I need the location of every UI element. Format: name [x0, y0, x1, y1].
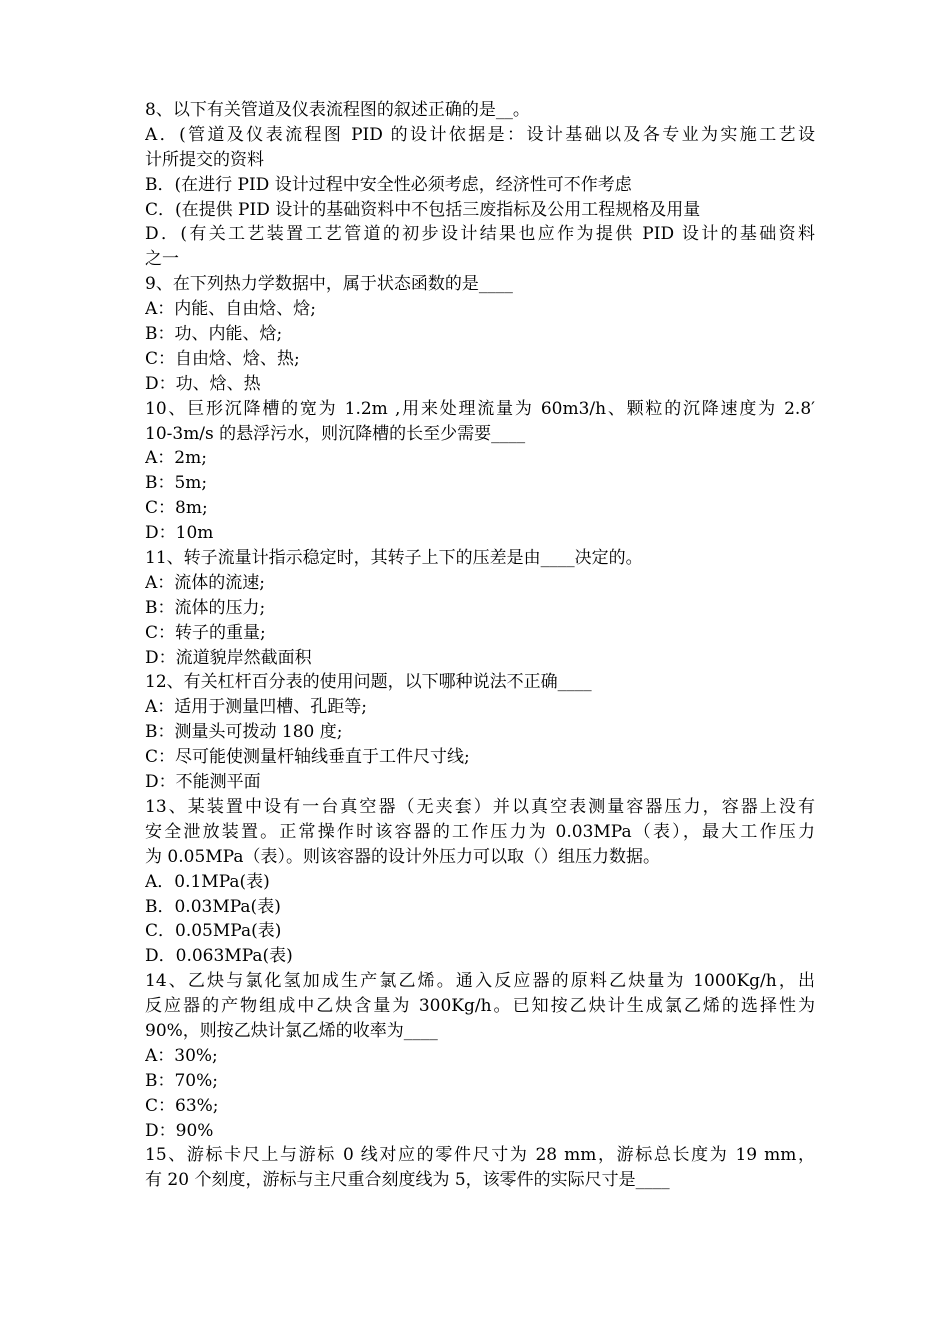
question-12-option-c: C：尽可能使测量杆轴线垂直于工件尺寸线; [145, 747, 470, 768]
question-11-option-c: C：转子的重量; [145, 622, 266, 643]
question-13-option-b: B．0.03MPa(表) [145, 896, 281, 917]
question-14-option-d: D：90% [145, 1120, 214, 1141]
document-body [145, 98, 815, 1193]
question-10-option-d: D：10m [145, 523, 214, 544]
question-15-stem: 15、游标卡尺上与游标 0 线对应的零件尺寸为 28 mm，游标总长度为 19 mm， [145, 1145, 815, 1166]
question-13-option-c: C．0.05MPa(表) [145, 921, 282, 942]
question-8-option-b: B．(在进行 PID 设计过程中安全性必须考虑，经济性可不作考虑 [145, 174, 632, 195]
question-8-option-c: C．(在提供 PID 设计的基础资料中不包括三废指标及公用工程规格及用量 [145, 199, 701, 220]
question-8-option-d-cont: 之一 [145, 249, 179, 270]
question-14-option-b: B：70%; [145, 1070, 219, 1091]
question-14-option-a: A：30%; [145, 1045, 218, 1066]
question-14-stem-cont-1: 反应器的产物组成中乙炔含量为 300Kg/h。已知按乙炔计生成氯乙烯的选择性为 [145, 996, 815, 1017]
question-14-stem-cont-2: 90%，则按乙炔计氯乙烯的收率为____ [145, 1020, 438, 1041]
question-10-option-b: B：5m; [145, 473, 208, 494]
question-11-stem: 11、转子流量计指示稳定时，其转子上下的压差是由____决定的。 [145, 548, 643, 569]
question-12-stem: 12、有关杠杆百分表的使用问题，以下哪种说法不正确____ [145, 672, 592, 693]
question-12-option-d: D：不能测平面 [145, 772, 261, 793]
question-9-option-d: D：功、焓、热 [145, 373, 261, 394]
question-14-option-c: C：63%; [145, 1095, 219, 1116]
question-13-option-a: A．0.1MPa(表) [145, 871, 270, 892]
question-11-option-a: A：流体的流速; [145, 572, 266, 593]
question-10-option-c: C：8m; [145, 498, 208, 519]
question-9-option-b: B：功、内能、焓; [145, 324, 283, 345]
question-11-option-b: B：流体的压力; [145, 597, 266, 618]
question-14-stem: 14、乙炔与氯化氢加成生产氯乙烯。通入反应器的原料乙炔量为 1000Kg/h，出 [145, 971, 815, 992]
question-10-option-a: A：2m; [145, 448, 207, 469]
question-12-option-a: A：适用于测量凹槽、孔距等; [145, 697, 368, 718]
question-12-option-b: B：测量头可拨动 180 度; [145, 722, 343, 743]
question-8-stem: 8、以下有关管道及仪表流程图的叙述正确的是__。 [145, 100, 530, 120]
question-13-stem-cont-2: 为 0.05MPa（表）。则该容器的设计外压力可以取（）组压力数据。 [145, 846, 660, 867]
question-13-stem-cont-1: 安全泄放装置。正常操作时该容器的工作压力为 0.03MPa（表），最大工作压力 [145, 821, 815, 842]
question-13-option-d: D．0.063MPa(表) [145, 946, 293, 967]
question-9-option-a: A：内能、自由焓、焓; [145, 299, 317, 320]
question-8-option-a: A．(管道及仪表流程图 PID 的设计依据是：设计基础以及各专业为实施工艺设 [145, 124, 815, 145]
question-13-stem: 13、某装置中设有一台真空器（无夹套）并以真空表测量容器压力，容器上没有 [145, 796, 815, 817]
question-10-stem-cont: 10-3m/s 的悬浮污水，则沉降槽的长至少需要____ [145, 423, 526, 444]
question-8-option-d: D．(有关工艺装置工艺管道的初步设计结果也应作为提供 PID 设计的基础资料 [145, 224, 815, 245]
question-10-stem: 10、巨形沉降槽的宽为 1.2m ,用来处理流量为 60m3/h、颗粒的沉降速度为 2.8′ [145, 398, 815, 419]
question-9-option-c: C：自由焓、焓、热; [145, 348, 300, 369]
question-11-option-d: D：流道貌岸然截面积 [145, 647, 312, 668]
question-8-option-a-cont: 计所提交的资料 [145, 149, 264, 170]
question-15-stem-cont: 有 20 个刻度，游标与主尺重合刻度线为 5，该零件的实际尺寸是____ [145, 1170, 670, 1191]
question-9-stem: 9、在下列热力学数据中，属于状态函数的是____ [145, 274, 513, 295]
